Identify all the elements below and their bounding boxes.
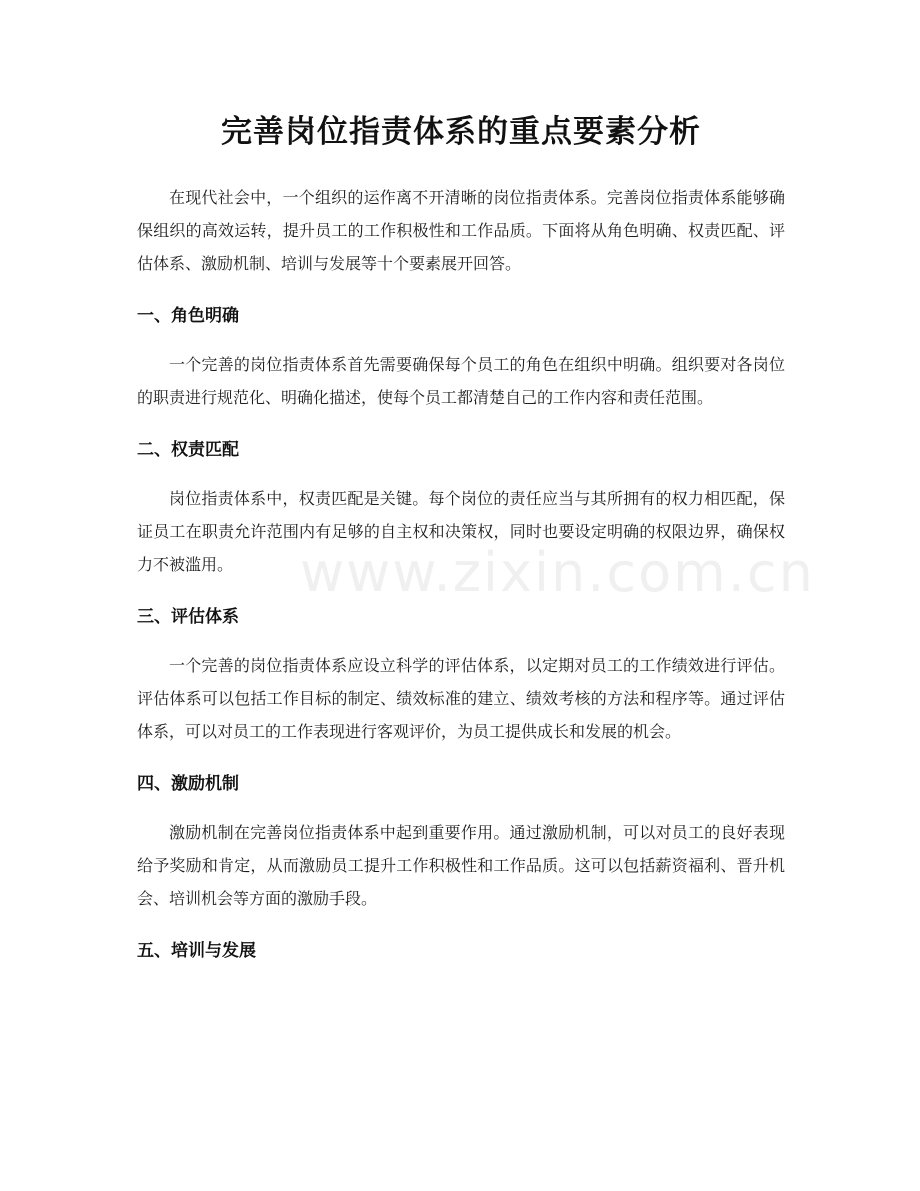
document-title: 完善岗位指责体系的重点要素分析 xyxy=(221,114,701,150)
section-paragraph: 岗位指责体系中，权责匹配是关键。每个岗位的责任应当与其所拥有的权力相匹配，保证员工在职责允许范围内有足够的自主权和决策权，同时也要设定明确的权限边界，确保权力不被滥用。 xyxy=(137,489,785,574)
section-role-clarity xyxy=(137,301,785,414)
section-heading: 二、权责匹配 xyxy=(137,440,239,460)
section-paragraph: 一个完善的岗位指责体系首先需要确保每个员工的角色在组织中明确。组织要对各岗位的职责进行规范化、明确化描述，使每个员工都清楚自己的工作内容和责任范围。 xyxy=(137,355,785,407)
document-content xyxy=(137,181,815,966)
watermark: www.zixin.com.cn xyxy=(300,541,815,604)
section-authority-match xyxy=(137,435,785,581)
section-heading: 五、培训与发展 xyxy=(137,941,256,961)
section-heading: 三、评估体系 xyxy=(137,607,239,627)
intro-paragraph: 在现代社会中，一个组织的运作离不开清晰的岗位指责体系。完善岗位指责体系能够确保组织的高效运转，提升员工的工作积极性和工作品质。下面将从角色明确、权责匹配、评估体系、激励机制、培训与发展等十个要素展开回答。 xyxy=(137,188,785,273)
section-incentive-mechanism xyxy=(137,769,785,915)
section-heading: 四、激励机制 xyxy=(137,774,239,794)
section-paragraph: 激励机制在完善岗位指责体系中起到重要作用。通过激励机制，可以对员工的良好表现给予奖励和肯定，从而激励员工提升工作积极性和工作品质。这可以包括薪资福利、晋升机会、培训机会等方面的激励手段。 xyxy=(137,823,785,908)
section-paragraph: 一个完善的岗位指责体系应设立科学的评估体系，以定期对员工的工作绩效进行评估。评估体系可以包括工作目标的制定、绩效标准的建立、绩效考核的方法和程序等。通过评估体系，可以对员工的工作表现进行客观评价，为员工提供成长和发展的机会。 xyxy=(137,656,785,741)
section-evaluation-system xyxy=(137,602,785,748)
section-heading: 一、角色明确 xyxy=(137,306,239,326)
section-training-development xyxy=(137,936,785,966)
